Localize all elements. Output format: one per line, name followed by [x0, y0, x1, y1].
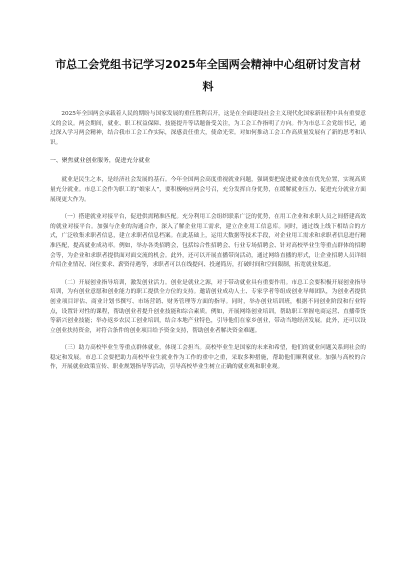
- body-paragraph: （一）搭建就业对接平台，促进供需精准匹配。充分利用工会组织联系广泛的优势，在用工企业和求职人员之间搭建高效的就业对接平台。加强与企业的沟通合作，深入了解企业用工需求，建立企业用工信息库。同时，通过线上线下相结合的方式，广泛收集求职者信息，建立求职者信息档案。在此基础上，运用大数据等技术手段，对企业用工需求和求职者信息进行精准匹配，提高就业成功率。例如，举办各类招聘会，包括综合性招聘会、行业专场招聘会、针对高校毕业生等重点群体的招聘会等，为企业和求职者提供面对面交流的机会。此外，还可以开展直播带岗活动，通过网络直播的形式，让企业招聘人员详细介绍企业情况、岗位要求、薪资待遇等，求职者可以在线提问、投递简历，打破时间和空间限制，拓宽就业渠道。: [50, 214, 366, 269]
- body-paragraph: （三）助力高校毕业生等重点群体就业，体现工会担当。高校毕业生是国家的未来和希望，他们的就业问题关系到社会的稳定和发展。市总工会要把助力高校毕业生就业作为工作的重中之重，采取多种措施，帮助他们顺利就业。加强与高校的合作，开展就业政策宣传、职业规划指导等活动，引导高校毕业生树立正确的就业观和职业观。: [50, 345, 366, 371]
- intro-paragraph: 2025年全国两会承载着人民的期盼与国家发展的重任胜利召开，这是在全面建设社会主义现代化国家新征程中具有重要意义的会议。两会期间，就业、职工权益保障、技能提升等话题备受关注，为工会工作指明了方向。作为市总工会党组书记，通过深入学习两会精神，结合我市工会工作实际，深感责任重大，使命光荣。对如何推动工会工作高质量发展有了新的思考和认识。: [50, 111, 366, 146]
- document-title: [50, 54, 366, 98]
- body-paragraph: 就业是民生之本，是经济社会发展的基石。今年全国两会高度重视就业问题，强调要把促进就业放在优先位置，实现高质量充分就业。市总工会作为职工的“娘家人”，要积极响应两会号召，充分发挥自身优势，在缓解就业压力、促进充分就业方面展现更大作为。: [50, 177, 366, 203]
- section-heading: 一、聚焦就业创业服务，促进充分就业: [50, 158, 151, 165]
- title-line-2: 料: [202, 80, 214, 93]
- title-line-1: 市总工会党组书记学习2025年全国两会精神中心组研讨发言材: [55, 58, 361, 71]
- body-paragraph: （二）开展创业指导培训，激发创业活力。创业是就业之源，对于带动就业具有重要作用。市总工会要积极开展创业指导培训，为有创业意愿和创业能力的职工提供全方位的支持。邀请创业成功人士、专家学者等组成创业导师团队，为创业者提供创业项目评估、商业计划书撰写、市场营销、财务管理等方面的指导。同时，举办创业培训班，根据不同创业阶段和行业特点，设置针对性的课程，帮助创业者提升创业技能和综合素质。例如，开展网络创业培训，帮助职工掌握电商运营、直播带货等新兴创业技能；举办返乡农民工创业培训，结合本地产业特色，引导他们在家乡创业，带动当地经济发展。此外，还可以设立创业扶持资金，对符合条件的创业项目给予资金支持，帮助创业者解决资金难题。: [50, 279, 366, 334]
